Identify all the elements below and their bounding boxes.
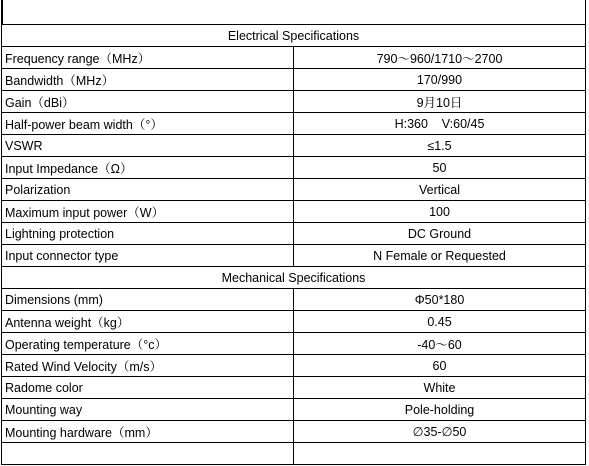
spec-value: DC Ground bbox=[294, 223, 586, 245]
spec-value: 170/990 bbox=[294, 69, 586, 91]
spec-value: Vertical bbox=[294, 179, 586, 201]
table-row bbox=[2, 113, 586, 135]
section-row-electrical bbox=[2, 25, 586, 47]
empty-row bbox=[2, 443, 586, 465]
spec-label: VSWR bbox=[2, 135, 294, 157]
spec-value: White bbox=[294, 377, 586, 399]
spec-value: Φ50*180 bbox=[294, 289, 586, 311]
table-row bbox=[2, 421, 586, 443]
empty-cell bbox=[2, 443, 294, 465]
spec-label: Rated Wind Velocity（m/s） bbox=[2, 355, 294, 377]
table-row bbox=[2, 355, 586, 377]
spec-label: Mounting way bbox=[2, 399, 294, 421]
spec-value: 50 bbox=[294, 157, 586, 179]
spec-label: Bandwidth（MHz） bbox=[2, 69, 294, 91]
spec-value: 60 bbox=[294, 355, 586, 377]
spec-label: Dimensions (mm) bbox=[2, 289, 294, 311]
table-row bbox=[2, 179, 586, 201]
spec-value: N Female or Requested bbox=[294, 245, 586, 267]
table-top-border bbox=[1, 0, 586, 24]
spec-label: Operating temperature（°c） bbox=[2, 333, 294, 355]
table-row bbox=[2, 157, 586, 179]
spec-label: Input Impedance（Ω） bbox=[2, 157, 294, 179]
spec-label: Polarization bbox=[2, 179, 294, 201]
mechanical-section-title: Mechanical Specifications bbox=[2, 267, 586, 289]
spec-value: Pole-holding bbox=[294, 399, 586, 421]
table-row bbox=[2, 377, 586, 399]
section-row-mechanical bbox=[2, 267, 586, 289]
spec-label: Antenna weight（kg） bbox=[2, 311, 294, 333]
table-row bbox=[2, 47, 586, 69]
spec-label: Half-power beam width（°） bbox=[2, 113, 294, 135]
spec-value: ≤1.5 bbox=[294, 135, 586, 157]
spec-value: 9月10日 bbox=[294, 91, 586, 113]
spec-label: Radome color bbox=[2, 377, 294, 399]
table-row bbox=[2, 333, 586, 355]
spec-value: -40～60 bbox=[294, 333, 586, 355]
spec-label: Frequency range（MHz） bbox=[2, 47, 294, 69]
table-row bbox=[2, 245, 586, 267]
spec-label: Input connector type bbox=[2, 245, 294, 267]
empty-cell bbox=[294, 443, 586, 465]
table-row bbox=[2, 69, 586, 91]
table-row bbox=[2, 399, 586, 421]
spec-value: 790～960/1710～2700 bbox=[294, 47, 586, 69]
table-row bbox=[2, 223, 586, 245]
spec-value: H:360 V:60/45 bbox=[294, 113, 586, 135]
table-row bbox=[2, 289, 586, 311]
spec-label: Mounting hardware（mm） bbox=[2, 421, 294, 443]
spec-table bbox=[1, 24, 586, 465]
table-row bbox=[2, 135, 586, 157]
spec-value: 100 bbox=[294, 201, 586, 223]
electrical-section-title: Electrical Specifications bbox=[2, 25, 586, 47]
table-row bbox=[2, 91, 586, 113]
spec-value: ∅35-∅50 bbox=[294, 421, 586, 443]
spec-value: 0.45 bbox=[294, 311, 586, 333]
spec-label: Gain（dBi） bbox=[2, 91, 294, 113]
table-row bbox=[2, 201, 586, 223]
spec-label: Lightning protection bbox=[2, 223, 294, 245]
spec-label: Maximum input power（W） bbox=[2, 201, 294, 223]
top-left-edge bbox=[2, 0, 3, 24]
table-row bbox=[2, 311, 586, 333]
